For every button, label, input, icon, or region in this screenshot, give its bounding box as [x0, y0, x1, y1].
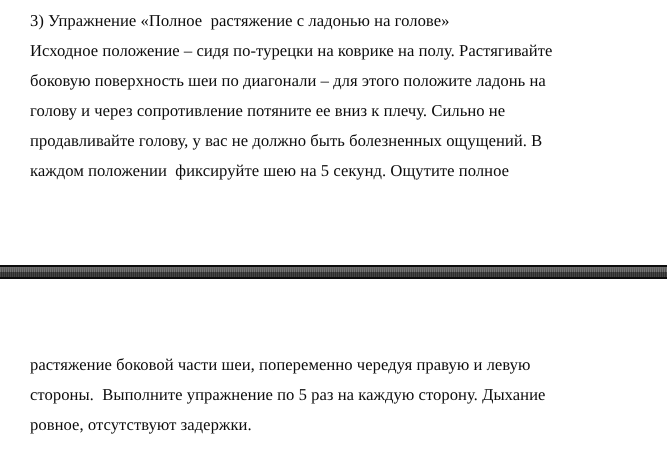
paragraph-line: каждом положении фиксируйте шею на 5 секунд. Ощутите полное: [30, 161, 510, 180]
paragraph-line: ровное, отсутствуют задержки.: [30, 415, 252, 434]
divider-edge-bottom: [0, 277, 667, 279]
paragraph-heading: 3) Упражнение «Полное растяжение с ладонью на голове»: [30, 11, 450, 30]
paragraph-line: Исходное положение – сидя по-турецки на коврике на полу. Растягивайте: [30, 41, 553, 60]
text-block-bottom: [30, 350, 650, 440]
page-break-divider: [0, 265, 667, 279]
paragraph-line: стороны. Выполните упражнение по 5 раз на каждую сторону. Дыхание: [30, 385, 546, 404]
paragraph-line: растяжение боковой части шеи, попеременно чередуя правую и левую: [30, 355, 531, 374]
paragraph-line: голову и через сопротивление потяните ее вниз к плечу. Сильно не: [30, 101, 506, 120]
paragraph-line: боковую поверхность шеи по диагонали – для этого положите ладонь на: [30, 71, 546, 90]
paragraph-line: продавливайте голову, у вас не должно быть болезненных ощущений. В: [30, 131, 543, 150]
divider-band-highlight: [0, 267, 667, 271]
text-block-top: [30, 6, 650, 186]
